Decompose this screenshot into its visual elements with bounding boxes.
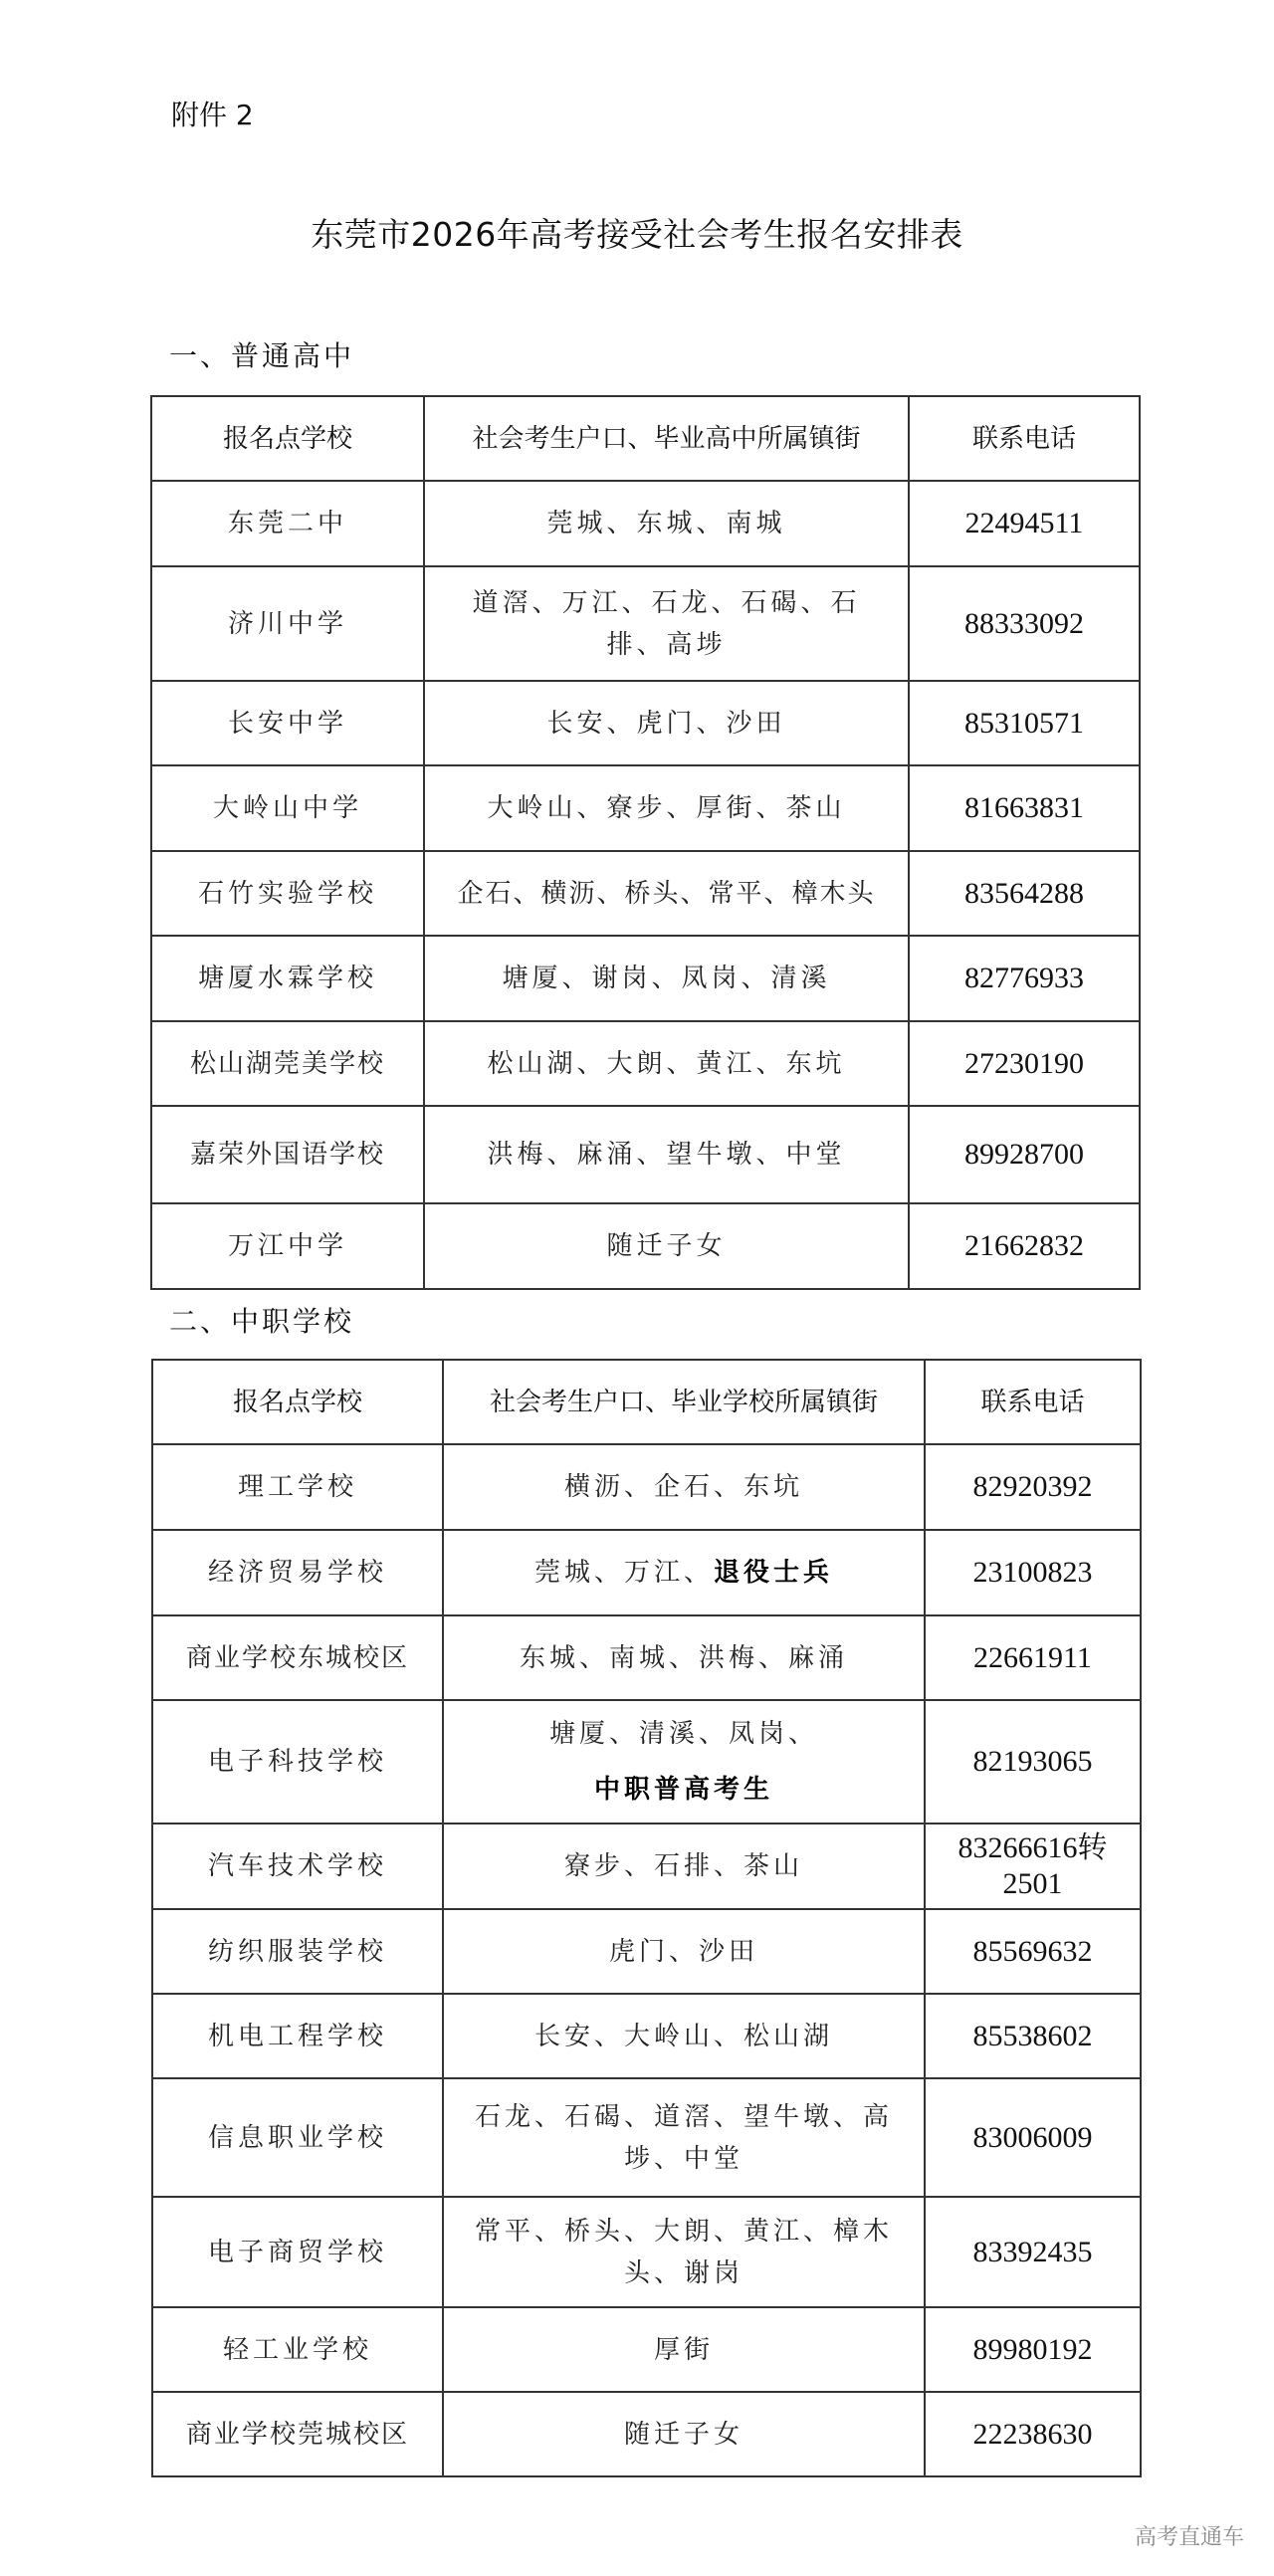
- school-cell: 万江中学: [151, 1203, 424, 1289]
- school-cell: 大岭山中学: [151, 765, 424, 851]
- phone-cell: 22238630: [925, 2392, 1141, 2476]
- school-cell: 理工学校: [152, 1444, 443, 1530]
- table-row: [152, 2307, 1141, 2392]
- phone-cell: 23100823: [925, 1530, 1141, 1615]
- towns-cell: 塘厦、谢岗、凤岗、清溪: [424, 936, 909, 1021]
- table-row: [151, 765, 1140, 851]
- towns-cell: 寮步、石排、茶山: [443, 1824, 925, 1909]
- towns-cell: 东城、南城、洪梅、麻涌: [443, 1615, 925, 1700]
- table-row: [152, 2078, 1141, 2197]
- towns-cell: 长安、大岭山、松山湖: [443, 1994, 925, 2078]
- table-row: [151, 681, 1140, 765]
- towns-cell: 厚街: [443, 2307, 925, 2392]
- table-row: [151, 481, 1140, 566]
- general-high-school-table: [150, 395, 1141, 1290]
- phone-cell: 27230190: [909, 1021, 1140, 1106]
- school-cell: 长安中学: [151, 681, 424, 765]
- school-cell: 商业学校莞城校区: [152, 2392, 443, 2476]
- phone-cell: 82920392: [925, 1444, 1141, 1530]
- section-heading-general-high-school: 一、普通高中: [169, 339, 355, 372]
- phone-cell: 85310571: [909, 681, 1140, 765]
- towns-cell: 道滘、万江、石龙、石碣、石排、高埗: [424, 566, 909, 681]
- column-header-school: 报名点学校: [151, 396, 424, 481]
- towns-cell: [443, 1700, 925, 1824]
- column-header-towns: 社会考生户口、毕业学校所属镇街: [443, 1360, 925, 1444]
- table-row: [152, 2392, 1141, 2476]
- school-cell: 济川中学: [151, 566, 424, 681]
- vocational-school-table: [151, 1359, 1142, 2477]
- school-cell: 经济贸易学校: [152, 1530, 443, 1615]
- school-cell: 电子科技学校: [152, 1700, 443, 1824]
- phone-cell: 83266616转2501: [925, 1824, 1141, 1909]
- phone-cell: 83006009: [925, 2078, 1141, 2197]
- school-cell: 塘厦水霖学校: [151, 936, 424, 1021]
- school-cell: 轻工业学校: [152, 2307, 443, 2392]
- phone-cell: 89980192: [925, 2307, 1141, 2392]
- school-cell: 信息职业学校: [152, 2078, 443, 2197]
- table-row: [151, 1203, 1140, 1289]
- table-header-row: [152, 1360, 1141, 1444]
- towns-emphasis: 退役士兵: [714, 1558, 834, 1588]
- school-cell: 汽车技术学校: [152, 1824, 443, 1909]
- table-row: [151, 566, 1140, 681]
- column-header-phone: 联系电话: [925, 1360, 1141, 1444]
- phone-cell: 85538602: [925, 1994, 1141, 2078]
- towns-cell: 莞城、东城、南城: [424, 481, 909, 566]
- table-row: [151, 936, 1140, 1021]
- school-cell: 东莞二中: [151, 481, 424, 566]
- towns-emphasis: 中职普高考生: [593, 1775, 773, 1805]
- phone-cell: 22661911: [925, 1615, 1141, 1700]
- table-row: [152, 1530, 1141, 1615]
- table-row: [151, 1106, 1140, 1203]
- phone-cell: 22494511: [909, 481, 1140, 566]
- school-cell: 商业学校东城校区: [152, 1615, 443, 1700]
- phone-cell: 82776933: [909, 936, 1140, 1021]
- phone-cell: 88333092: [909, 566, 1140, 681]
- table-row: [152, 1700, 1141, 1824]
- table-row: [152, 1615, 1141, 1700]
- school-cell: 松山湖莞美学校: [151, 1021, 424, 1106]
- document-title: 东莞市2026年高考接受社会考生报名安排表: [311, 215, 963, 254]
- table-row: [152, 1909, 1141, 1994]
- towns-cell: 石龙、石碣、道滘、望牛墩、高埗、中堂: [443, 2078, 925, 2197]
- table-row: [152, 1994, 1141, 2078]
- towns-cell: 横沥、企石、东坑: [443, 1444, 925, 1530]
- towns-text: 塘厦、清溪、凤岗、: [548, 1719, 818, 1749]
- towns-text: 莞城、万江、: [533, 1558, 714, 1588]
- phone-cell: 83564288: [909, 851, 1140, 936]
- towns-cell: 洪梅、麻涌、望牛墩、中堂: [424, 1106, 909, 1203]
- phone-cell: 89928700: [909, 1106, 1140, 1203]
- table-row: [152, 2197, 1141, 2307]
- phone-cell: 83392435: [925, 2197, 1141, 2307]
- towns-cell: 随迁子女: [443, 2392, 925, 2476]
- table-header-row: [151, 396, 1140, 481]
- phone-cell: 21662832: [909, 1203, 1140, 1289]
- towns-cell: 企石、横沥、桥头、常平、樟木头: [424, 851, 909, 936]
- column-header-phone: 联系电话: [909, 396, 1140, 481]
- attachment-label: 附件 2: [171, 99, 254, 131]
- towns-cell: 松山湖、大朗、黄江、东坑: [424, 1021, 909, 1106]
- watermark: 高考直通车: [1135, 2525, 1245, 2550]
- table-row: [152, 1444, 1141, 1530]
- towns-cell: 大岭山、寮步、厚街、茶山: [424, 765, 909, 851]
- column-header-school: 报名点学校: [152, 1360, 443, 1444]
- column-header-towns: 社会考生户口、毕业高中所属镇街: [424, 396, 909, 481]
- table-row: [151, 1021, 1140, 1106]
- school-cell: 机电工程学校: [152, 1994, 443, 2078]
- section-heading-vocational-school: 二、中职学校: [169, 1305, 355, 1338]
- towns-cell: 长安、虎门、沙田: [424, 681, 909, 765]
- table-row: [152, 1824, 1141, 1909]
- school-cell: 电子商贸学校: [152, 2197, 443, 2307]
- towns-cell: [443, 1530, 925, 1615]
- school-cell: 纺织服装学校: [152, 1909, 443, 1994]
- phone-cell: 81663831: [909, 765, 1140, 851]
- phone-cell: 82193065: [925, 1700, 1141, 1824]
- towns-cell: 常平、桥头、大朗、黄江、樟木头、谢岗: [443, 2197, 925, 2307]
- towns-cell: 虎门、沙田: [443, 1909, 925, 1994]
- table-row: [151, 851, 1140, 936]
- school-cell: 嘉荣外国语学校: [151, 1106, 424, 1203]
- school-cell: 石竹实验学校: [151, 851, 424, 936]
- towns-cell: 随迁子女: [424, 1203, 909, 1289]
- phone-cell: 85569632: [925, 1909, 1141, 1994]
